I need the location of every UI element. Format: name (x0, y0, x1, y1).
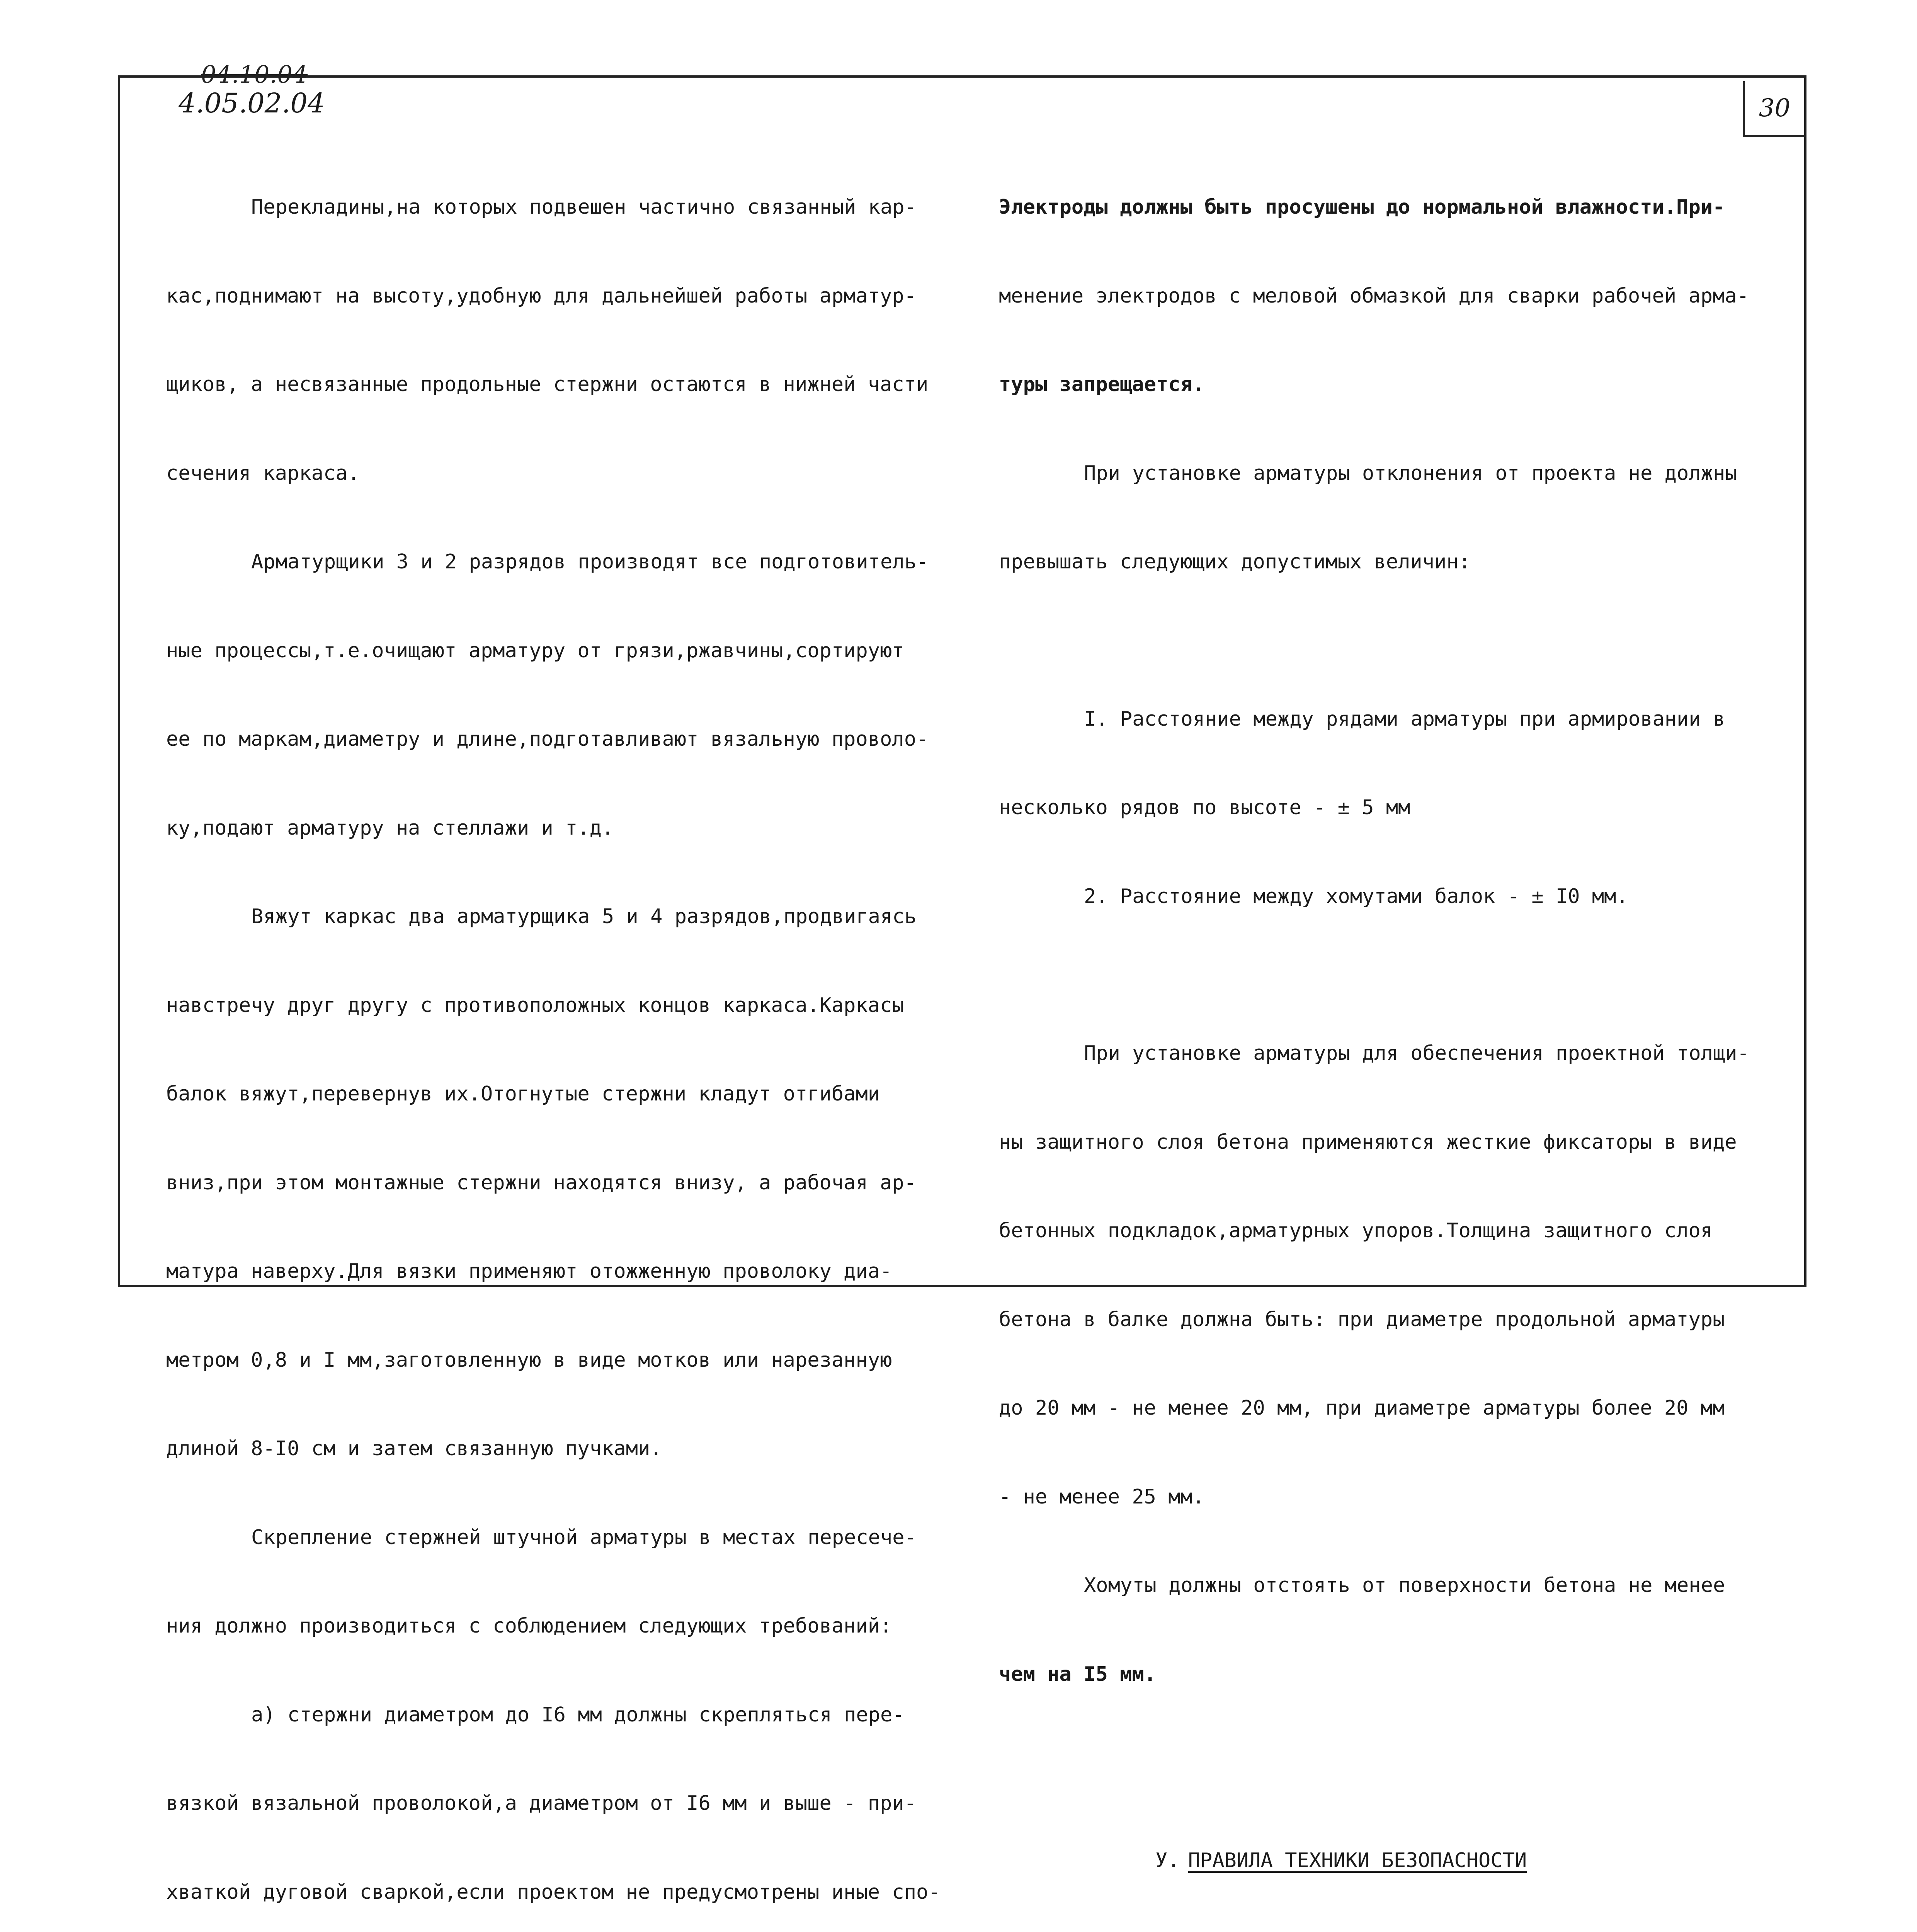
text-line: Скрепление стержней штучной арматуры в местах пересече- (251, 1526, 917, 1549)
spacer (999, 636, 1779, 645)
spacer (999, 970, 1779, 980)
frame-right-border (1804, 75, 1806, 1287)
document-code: 4.05.02.04 (179, 87, 325, 119)
text-line: ку,подают арматуру на стеллажи и т.д. (166, 816, 614, 840)
text-line: Вяжут каркас два арматурщика 5 и 4 разрядов,продвигаясь (251, 905, 917, 928)
text-line: бетона в балке должна быть: при диаметре продольной арматуры (999, 1308, 1725, 1331)
text-line: вязкой вязальной проволокой,а диаметром от I6 мм и выше - при- (166, 1792, 917, 1815)
text-line: несколько рядов по высоте - ± 5 мм (999, 796, 1410, 819)
text-line: вниз,при этом монтажные стержни находятся внизу, а рабочая ар- (166, 1171, 917, 1194)
frame-left-border (118, 75, 120, 1287)
text-line: сечения каркаса. (166, 461, 360, 485)
text-line: Хомуты должны отстоять от поверхности бетона не менее (1084, 1574, 1725, 1597)
right-text-column (999, 133, 1779, 1932)
left-text-column (166, 133, 954, 1932)
text-line: до 20 мм - не менее 20 мм, при диаметре арматуры более 20 мм (999, 1396, 1725, 1420)
text-line: хваткой дуговой сваркой,если проектом не предусмотрены иные спо- (166, 1880, 941, 1904)
text-line: навстречу друг другу с противоположных концов каркаса.Каркасы (166, 993, 904, 1017)
section-title: ПРАВИЛА ТЕХНИКИ БЕЗОПАСНОСТИ (1188, 1849, 1527, 1872)
frame-top-border (118, 75, 1806, 78)
text-line: менение электродов с меловой обмазкой для сварки рабочей арма- (999, 284, 1749, 308)
text-line: Электроды должны быть просушены до нормальной влажности.При- (999, 196, 1725, 219)
text-line: длиной 8-I0 см и затем связанную пучками. (166, 1437, 662, 1460)
text-line: 2. Расстояние между хомутами балок - ± I0 мм. (1084, 884, 1628, 908)
text-line: При установке арматуры отклонения от проекта не должны (1084, 461, 1737, 485)
section-number: У. (1155, 1849, 1180, 1872)
text-line: При установке арматуры для обеспечения проектной толщи- (1084, 1042, 1749, 1065)
text-line: туры запрещается. (999, 373, 1205, 396)
text-line: Арматурщики 3 и 2 разрядов производят все подготовитель- (251, 550, 929, 573)
spacer (999, 1748, 1779, 1787)
text-line: метром 0,8 и I мм,заготовленную в виде мотков или нарезанную (166, 1348, 892, 1372)
section-heading (999, 1846, 1779, 1876)
text-line: ее по маркам,диаметру и длине,подготавливают вязальную проволо- (166, 728, 929, 751)
text-line: ния должно производиться с соблюдением следующих требований: (166, 1614, 892, 1638)
text-line: - не менее 25 мм. (999, 1485, 1205, 1509)
text-line: а) стержни диаметром до I6 мм должны скрепляться пере- (251, 1703, 905, 1726)
text-line: превышать следующих допустимых величин: (999, 550, 1471, 573)
document-code-old: 04.10.04 (201, 60, 308, 88)
text-line: ны защитного слоя бетона применяются жесткие фиксаторы в виде (999, 1130, 1737, 1154)
text-line: I. Расстояние между рядами арматуры при армировании в (1084, 707, 1725, 731)
text-line: бетонных подкладок,арматурных упоров.Толщина защитного слоя (999, 1219, 1713, 1242)
text-line: ные процессы,т.е.очищают арматуру от грязи,ржавчины,сортируют (166, 639, 904, 662)
page-number: 30 (1743, 81, 1804, 137)
text-line: кас,поднимают на высоту,удобную для дальнейшей работы арматур- (166, 284, 917, 308)
text-line: Перекладины,на которых подвешен частично связанный кар- (251, 196, 917, 219)
text-line: балок вяжут,перевернув их.Отогнутые стержни кладут отгибами (166, 1082, 880, 1105)
text-line: щиков, а несвязанные продольные стержни остаются в нижней части (166, 373, 929, 396)
text-line: чем на I5 мм. (999, 1662, 1156, 1686)
text-line: матура наверху.Для вязки применяют отожженную проволоку диа- (166, 1260, 892, 1283)
